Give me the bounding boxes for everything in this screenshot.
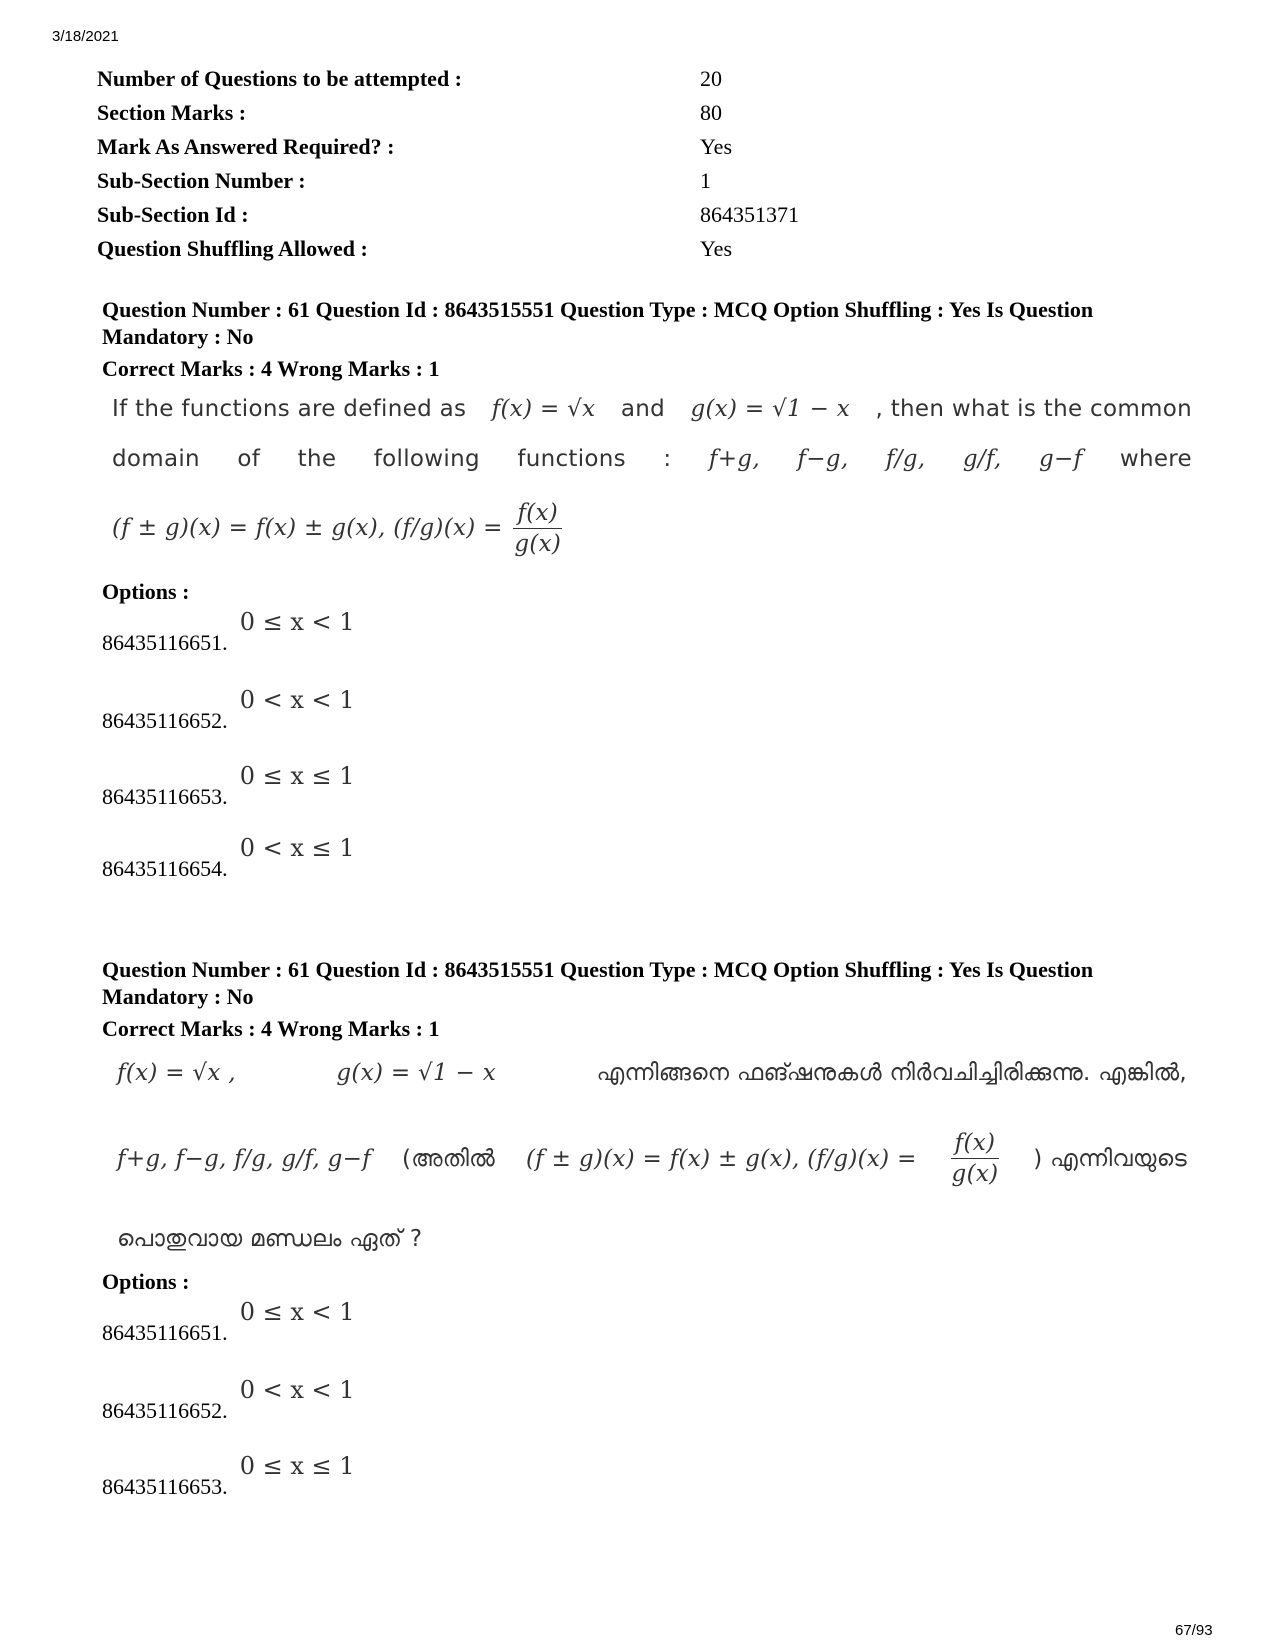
stem-text-malayalam: (അതിൽ bbox=[401, 1145, 496, 1172]
stem-line-1 bbox=[117, 1060, 1187, 1086]
f-definition: f(x) = √x bbox=[491, 396, 596, 422]
meta-label: Sub-Section Id : bbox=[97, 202, 249, 227]
meta-value: 80 bbox=[700, 100, 722, 125]
option-item bbox=[102, 834, 355, 882]
stem-line-2 bbox=[117, 1130, 1187, 1187]
option-id: 86435116652. bbox=[102, 708, 228, 733]
stem-word: of bbox=[237, 446, 261, 472]
options-label: Options : bbox=[102, 1269, 190, 1294]
question-marks: Correct Marks : 4 Wrong Marks : 1 bbox=[102, 1016, 440, 1041]
question-header: Question Number : 61 Question Id : 8643515551 Question Type : MCQ Option Shuffling : Yes Is Question Mandatory : No bbox=[102, 297, 1094, 349]
option-text: 0 < x ≤ 1 bbox=[239, 834, 355, 862]
question-header: Question Number : 61 Question Id : 8643515551 Question Type : MCQ Option Shuffling : Yes Is Question Mandatory : No bbox=[102, 957, 1094, 1009]
meta-value: 1 bbox=[700, 168, 711, 193]
meta-value: 20 bbox=[700, 66, 722, 91]
stem-word: where bbox=[1119, 446, 1192, 472]
stem-text-malayalam: എന്നിങ്ങനെ ഫങ്ഷനുകൾ നിർവചിച്ചിരിക്കുന്നു. എങ്കിൽ, bbox=[596, 1060, 1187, 1086]
option-id: 86435116651. bbox=[102, 1320, 228, 1345]
meta-label: Mark As Answered Required? : bbox=[97, 134, 395, 159]
option-text: 0 ≤ x < 1 bbox=[239, 1298, 355, 1326]
option-item bbox=[102, 1298, 355, 1346]
g-definition: g(x) = √1 − x bbox=[690, 396, 851, 422]
meta-label: Section Marks : bbox=[97, 100, 247, 125]
function-expr: f/g, bbox=[885, 446, 926, 472]
meta-label: Number of Questions to be attempted : bbox=[97, 66, 463, 91]
stem-word: : bbox=[663, 446, 672, 472]
option-text: 0 ≤ x ≤ 1 bbox=[239, 762, 355, 790]
stem-formula-line bbox=[112, 500, 565, 557]
f-definition: f(x) = √x , bbox=[117, 1060, 236, 1086]
stem-text: and bbox=[620, 396, 665, 422]
meta-row bbox=[97, 96, 897, 130]
function-list: f+g, f−g, f/g, g/f, g−f bbox=[117, 1145, 372, 1172]
meta-value: Yes bbox=[700, 236, 733, 261]
stem-text-malayalam: പൊതുവായ മണ്ഡലം ഏത് ? bbox=[117, 1226, 423, 1252]
fraction-numerator: f(x) bbox=[951, 1130, 1000, 1159]
section-meta-table bbox=[97, 62, 897, 266]
function-expr: f−g, bbox=[797, 446, 849, 472]
option-text: 0 < x < 1 bbox=[239, 686, 355, 714]
meta-row bbox=[97, 62, 897, 96]
stem-word: following bbox=[373, 446, 480, 472]
options-label: Options : bbox=[102, 579, 190, 604]
function-expr: f+g, bbox=[708, 446, 760, 472]
g-definition: g(x) = √1 − x bbox=[336, 1060, 496, 1086]
question-header-block bbox=[102, 956, 1202, 1042]
option-item bbox=[102, 686, 355, 734]
meta-row bbox=[97, 198, 897, 232]
stem-text: If the functions are defined as bbox=[112, 396, 467, 422]
stem-word: the bbox=[297, 446, 337, 472]
page-number: 67/93 bbox=[1175, 1622, 1213, 1639]
option-id: 86435116653. bbox=[102, 1474, 228, 1499]
option-item bbox=[102, 762, 355, 810]
fraction-numerator: f(x) bbox=[513, 500, 562, 529]
function-expr: g−f bbox=[1038, 446, 1083, 472]
fraction bbox=[510, 500, 565, 557]
fraction-denominator: g(x) bbox=[951, 1161, 999, 1187]
meta-row bbox=[97, 130, 897, 164]
meta-value: Yes bbox=[700, 134, 733, 159]
function-expr: g/f, bbox=[962, 446, 1002, 472]
option-id: 86435116654. bbox=[102, 856, 228, 881]
fraction-denominator: g(x) bbox=[514, 531, 562, 557]
stem-word: functions bbox=[517, 446, 626, 472]
stem-word: domain bbox=[112, 446, 200, 472]
stem-line-1 bbox=[112, 396, 1192, 422]
formula: (f ± g)(x) = f(x) ± g(x), (f/g)(x) = bbox=[112, 515, 503, 541]
stem-line-3 bbox=[117, 1226, 422, 1252]
option-text: 0 ≤ x < 1 bbox=[239, 608, 355, 636]
meta-row bbox=[97, 164, 897, 198]
question-marks: Correct Marks : 4 Wrong Marks : 1 bbox=[102, 356, 440, 381]
meta-label: Sub-Section Number : bbox=[97, 168, 306, 193]
question-header-block bbox=[102, 296, 1202, 382]
fraction bbox=[948, 1130, 1003, 1187]
meta-value: 864351371 bbox=[700, 202, 799, 227]
stem-line-2 bbox=[112, 446, 1192, 472]
stem-text-malayalam: ) എന്നിവയുടെ bbox=[1033, 1145, 1187, 1172]
option-id: 86435116653. bbox=[102, 784, 228, 809]
option-text: 0 ≤ x ≤ 1 bbox=[239, 1452, 355, 1480]
option-item bbox=[102, 1452, 355, 1500]
option-id: 86435116652. bbox=[102, 1398, 228, 1423]
formula: (f ± g)(x) = f(x) ± g(x), (f/g)(x) = bbox=[525, 1145, 917, 1172]
option-text: 0 < x < 1 bbox=[239, 1376, 355, 1404]
option-item bbox=[102, 608, 355, 656]
meta-row bbox=[97, 232, 897, 266]
meta-label: Question Shuffling Allowed : bbox=[97, 236, 368, 261]
stem-text: , then what is the common bbox=[875, 396, 1192, 422]
print-date: 3/18/2021 bbox=[52, 28, 119, 45]
option-id: 86435116651. bbox=[102, 630, 228, 655]
option-item bbox=[102, 1376, 355, 1424]
